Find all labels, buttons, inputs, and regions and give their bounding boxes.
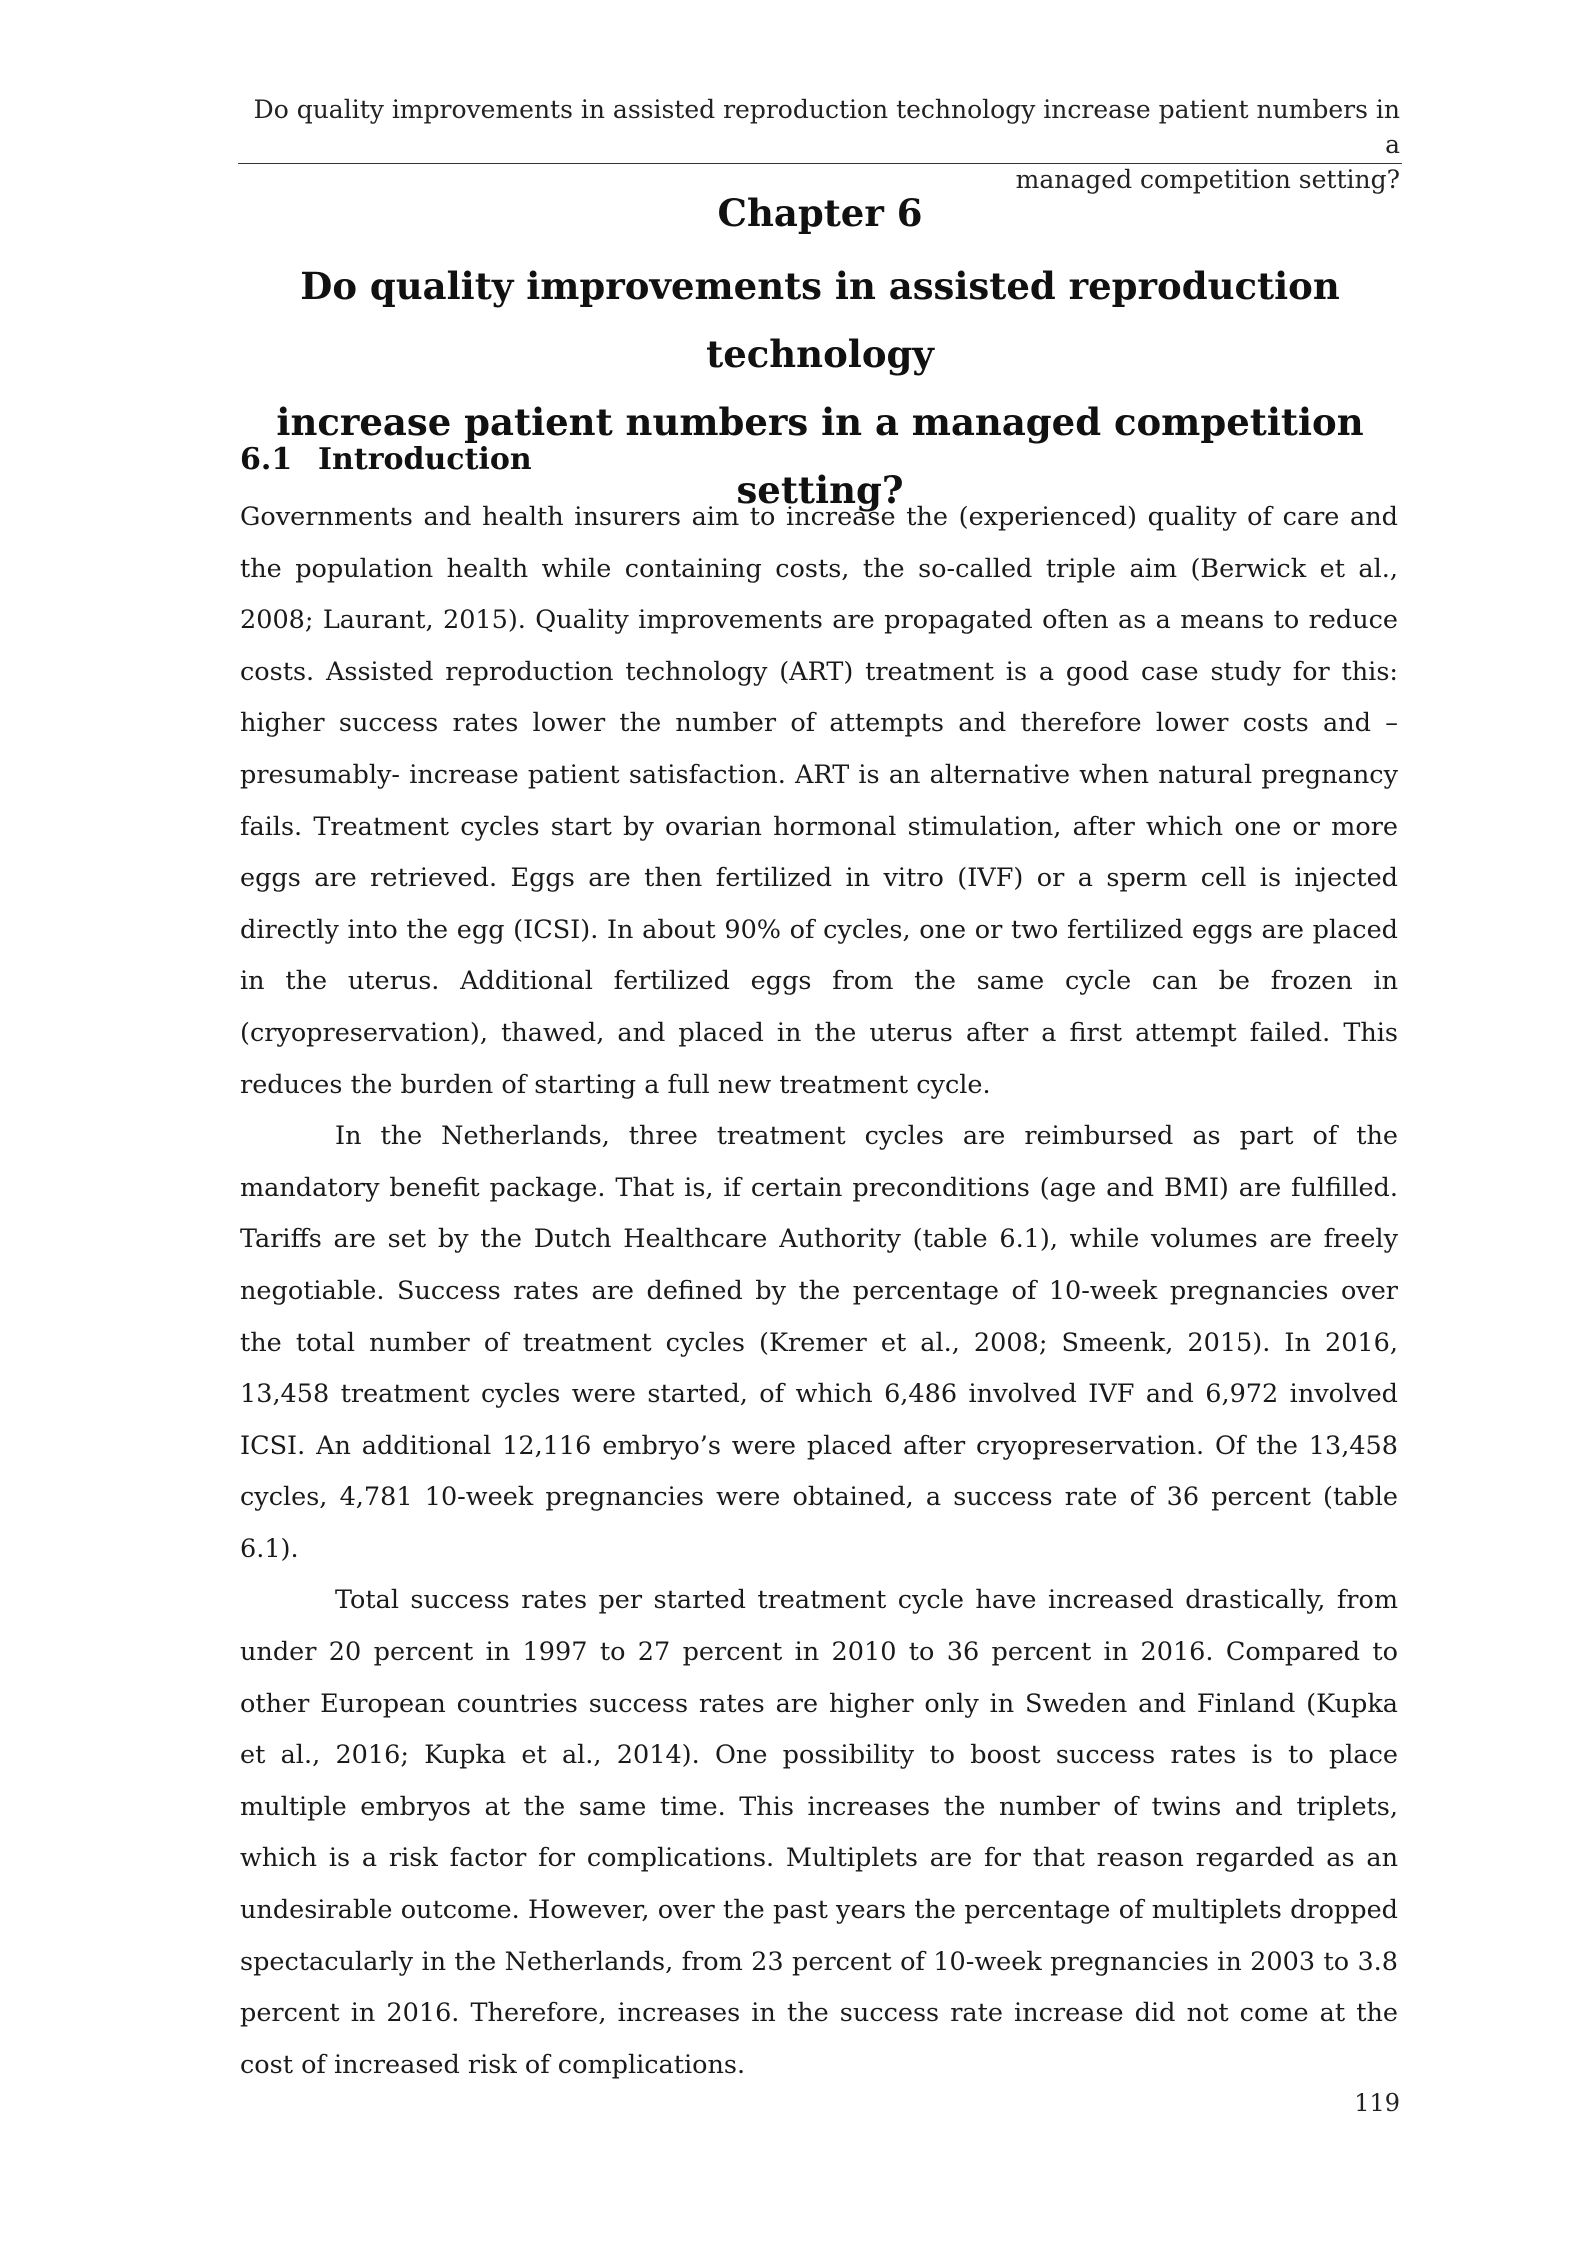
section-title: Introduction <box>318 442 532 477</box>
paragraph-1: Governments and health insurers aim to increase the (experienced) quality of care and the population health while containing costs, the so-called triple aim (Berwick et al., 2008; Laurant, 2015). Quality improvements are propagated often as a means to reduce costs. Assisted reproduction technology (ART) treatment is a good case study for this: higher success rates lower the number of attempts and therefore lower costs and –presumably- increase patient satisfaction. ART is an alternative when natural pregnancy fails. Treatment cycles start by ovarian hormonal stimulation, after which one or more eggs are retrieved. Eggs are then fertilized in vitro (IVF) or a sperm cell is injected directly into the egg (ICSI). In about 90% of cycles, one or two fertilized eggs are placed in the uterus. Additional fertilized eggs from the same cycle can be frozen in (cryopreservation), thawed, and placed in the uterus after a first attempt failed. This reduces the burden of starting a full new treatment cycle. <box>240 502 1398 1100</box>
paragraph-2: In the Netherlands, three treatment cycles are reimbursed as part of the mandatory benefit package. That is, if certain preconditions (age and BMI) are fulfilled. Tariffs are set by the Dutch Healthcare Authority (table 6.1), while volumes are freely negotiable. Success rates are defined by the percentage of 10-week pregnancies over the total number of treatment cycles (Kremer et al., 2008; Smeenk, 2015). In 2016, 13,458 treatment cycles were started, of which 6,486 involved IVF and 6,972 involved ICSI. An additional 12,116 embryo’s were placed after cryopreservation. Of the 13,458 cycles, 4,781 10-week pregnancies were obtained, a success rate of 36 percent (table 6.1). <box>240 1121 1398 1564</box>
chapter-title <box>238 252 1402 524</box>
body-text <box>240 492 1398 2091</box>
running-header <box>238 92 1400 197</box>
paragraph-3: Total success rates per started treatment cycle have increased drastically, from under 20 percent in 1997 to 27 percent in 2010 to 36 percent in 2016. Compared to other European countries success rates are higher only in Sweden and Finland (Kupka et al., 2016; Kupka et al., 2014). One possibility to boost success rates is to place multiple embryos at the same time. This increases the number of twins and triplets, which is a risk factor for complications. Multiplets are for that reason regarded as an undesirable outcome. However, over the past years the percentage of multiplets dropped spectacularly in the Netherlands, from 23 percent of 10-week pregnancies in 2003 to 3.8 percent in 2016. Therefore, increases in the success rate increase did not come at the cost of increased risk of complications. <box>240 1585 1398 2080</box>
running-header-line-2: managed competition setting? <box>1015 165 1400 194</box>
chapter-title-line-2: increase patient numbers in a managed competition setting? <box>276 400 1364 512</box>
header-divider <box>238 163 1402 164</box>
chapter-label: Chapter 6 <box>717 191 923 235</box>
section-number: 6.1 <box>240 442 293 477</box>
page-number: 119 <box>1354 2089 1400 2117</box>
chapter-title-line-1: Do quality improvements in assisted reproduction technology <box>300 264 1340 376</box>
running-header-line-1: Do quality improvements in assisted reproduction technology increase patient numbers in a <box>253 95 1400 159</box>
section-heading <box>240 440 532 480</box>
